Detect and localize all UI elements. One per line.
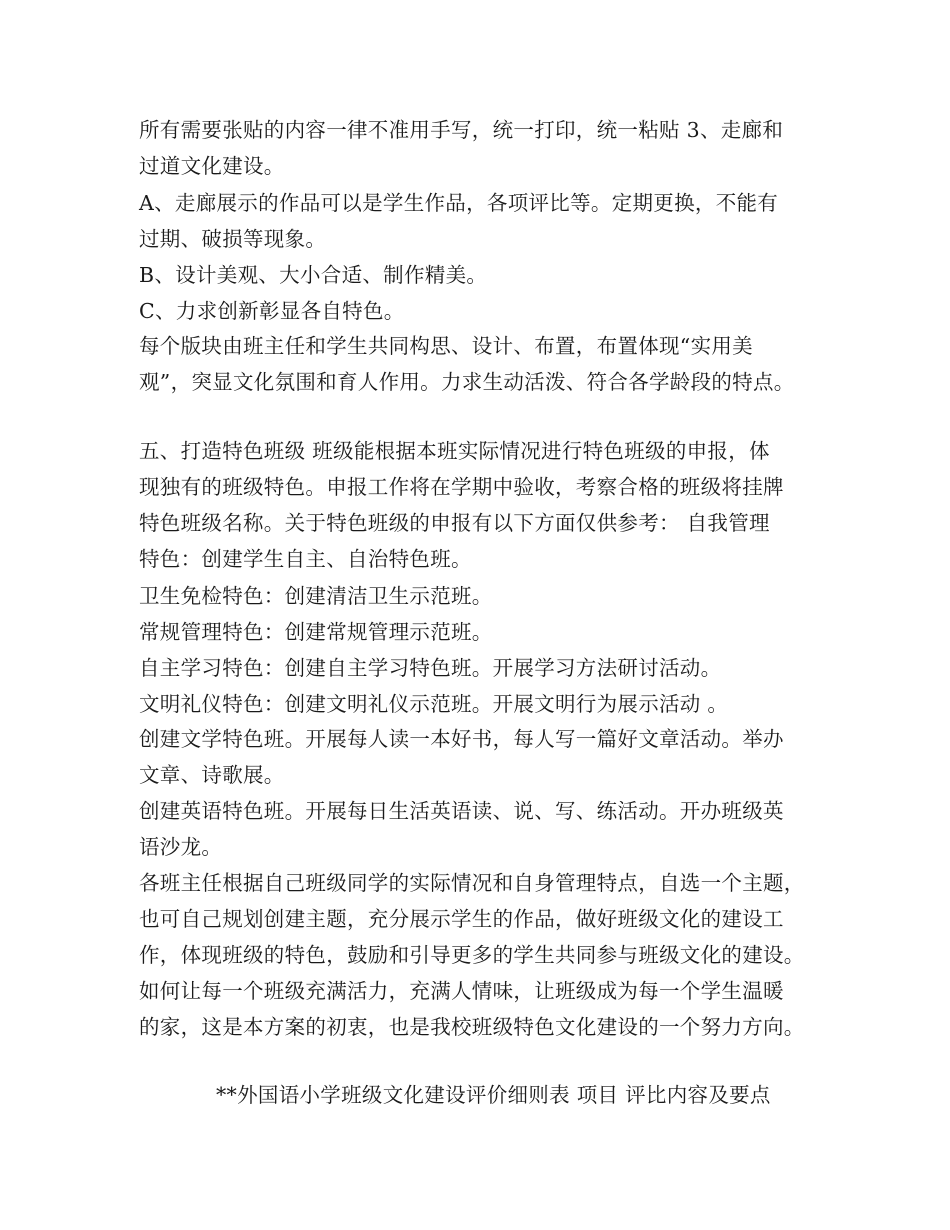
text-line: A、走廊展示的作品可以是学生作品，各项评比等。定期更换，不能有 [139, 191, 779, 215]
text-line: 特色班级名称。关于特色班级的申报有以下方面仅供参考： 自我管理 [139, 511, 770, 535]
text-line: 创建英语特色班。开展每日生活英语读、说、写、练活动。开办班级英 [139, 799, 784, 823]
text-line: 观”，突显文化氛围和育人作用。力求生动活泼、符合各学龄段的特点。 [139, 370, 795, 394]
text-line: 每个版块由班主任和学生共同构思、设计、布置，布置体现“实用美 [139, 334, 753, 358]
text-line: 常规管理特色：创建常规管理示范班。 [139, 620, 493, 644]
text-line: 现独有的班级特色。申报工作将在学期中验收，考察合格的班级将挂牌 [139, 475, 784, 499]
text-line: 特色：创建学生自主、自治特色班。 [139, 547, 472, 571]
text-line: 自主学习特色：创建自主学习特色班。开展学习方法研讨活动。 [139, 656, 722, 680]
text-line: C、力求创新彰显各自特色。 [139, 299, 405, 323]
text-line: 所有需要张贴的内容一律不准用手写，统一打印，统一粘贴 3、走廊和 [139, 118, 784, 142]
text-line: 如何让每一个班级充满活力，充满人情味，让班级成为每一个学生温暖 [139, 979, 784, 1003]
text-line: 作，体现班级的特色，鼓励和引导更多的学生共同参与班级文化的建设。 [139, 943, 805, 967]
text-line: 过期、破损等现象。 [139, 227, 327, 251]
text-line: 也可自己规划创建主题，充分展示学生的作品，做好班级文化的建设工 [139, 907, 784, 931]
text-line: 五、打造特色班级 班级能根据本班实际情况进行特色班级的申报，体 [139, 439, 770, 463]
text-line: 过道文化建设。 [139, 154, 285, 178]
text-line: 各班主任根据自己班级同学的实际情况和自身管理特点，自选一个主题， [139, 871, 805, 895]
text-line: 创建文学特色班。开展每人读一本好书，每人写一篇好文章活动。举办 [139, 727, 784, 751]
text-line: 文明礼仪特色：创建文明礼仪示范班。开展文明行为展示活动 。 [139, 692, 729, 716]
text-line: 语沙龙。 [139, 835, 223, 859]
table-heading: **外国语小学班级文化建设评价细则表 项目 评比内容及要点 [216, 1083, 771, 1107]
text-line: 文章、诗歌展。 [139, 763, 285, 787]
text-line: 卫生免检特色：创建清洁卫生示范班。 [139, 584, 493, 608]
text-line: B、设计美观、大小合适、制作精美。 [139, 263, 488, 287]
text-line: 的家，这是本方案的初衷，也是我校班级特色文化建设的一个努力方向。 [139, 1015, 805, 1039]
